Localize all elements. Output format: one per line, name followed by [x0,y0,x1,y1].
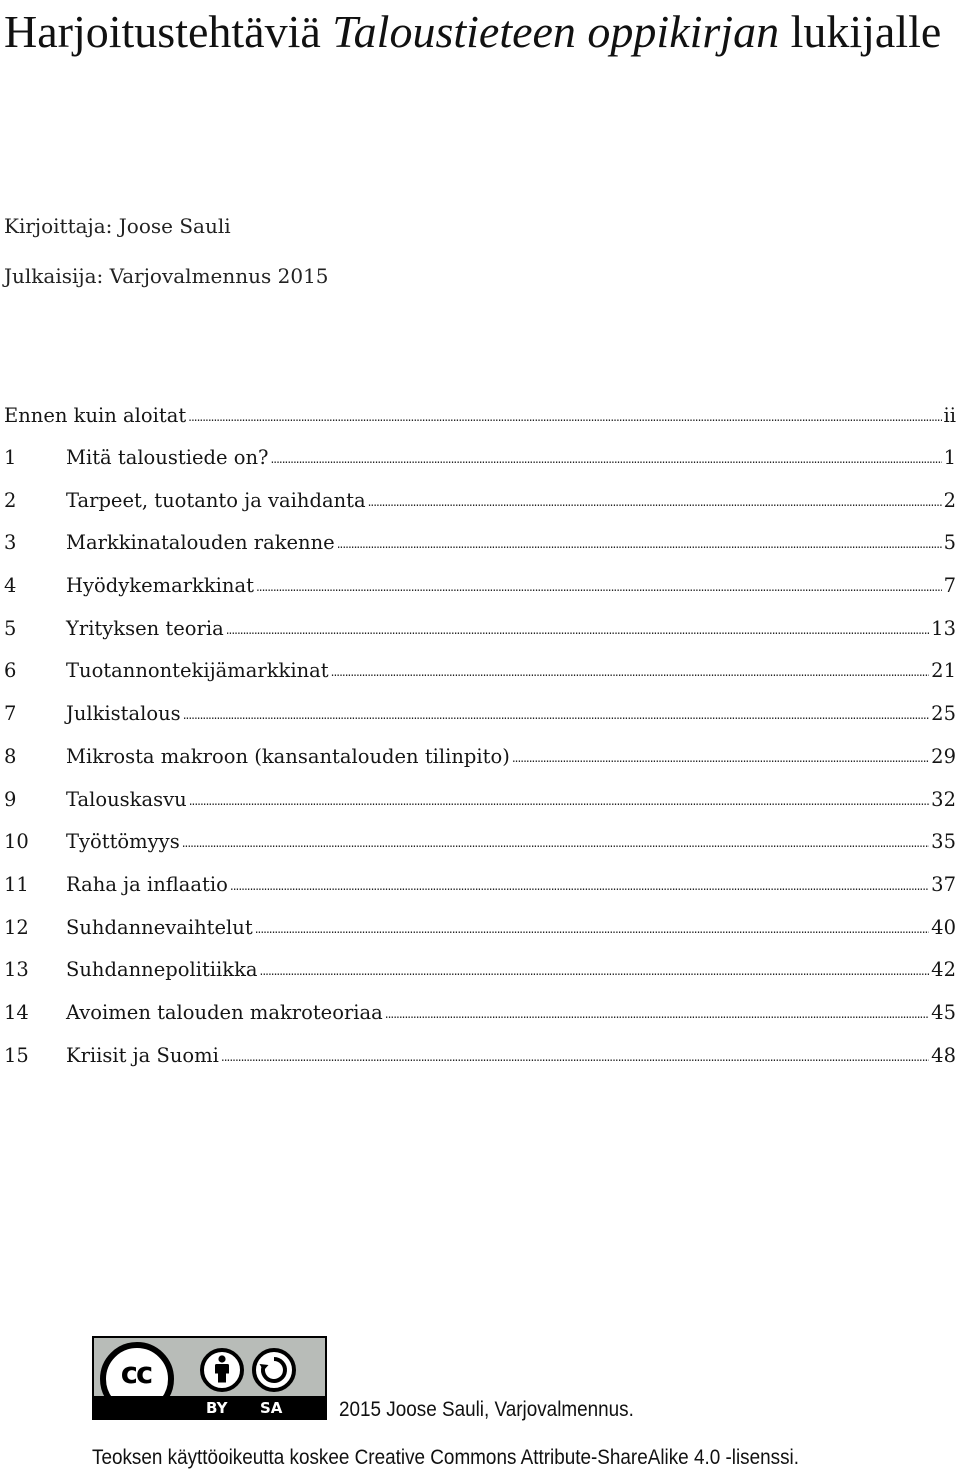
license-statement: Teoksen käyttöoikeutta koskee Creative Commons Attribute-ShareAlike 4.0 -lisenssi. [92,1446,799,1469]
toc-entry-title: Julkistalous [66,702,181,726]
toc-entry-number: 14 [4,1000,29,1024]
table-of-contents [4,404,956,1086]
toc-entry-page: 2 [943,488,956,512]
toc-entry-number: 2 [4,488,17,512]
cc-icon-text: cc [120,1356,152,1390]
sa-share-alike-icon [252,1348,296,1392]
toc-dot-leader [337,537,942,551]
by-person-icon [200,1348,244,1392]
toc-dot-leader [182,836,929,850]
toc-entry-number: 4 [4,574,17,598]
toc-dot-leader [256,580,942,594]
toc-entry-page: 42 [931,958,956,982]
toc-entry-page: 25 [931,702,956,726]
toc-dot-leader [331,665,930,679]
toc-entry-title: Yrityksen teoria [66,616,224,640]
toc-entry-number: 11 [4,872,29,896]
author-line: Kirjoittaja: Joose Sauli [4,214,231,238]
toc-entry-page: 40 [931,915,956,939]
toc-dot-leader [183,708,929,722]
toc-entry-number: 8 [4,744,17,768]
toc-entry-page: ii [943,404,956,427]
toc-entry-number: 10 [4,830,29,854]
toc-entry-title: Ennen kuin aloitat [4,404,187,427]
toc-dot-leader [189,794,929,808]
toc-entry[interactable] [4,916,956,959]
toc-dot-leader [260,964,930,978]
toc-entry-page: 13 [931,616,956,640]
toc-dot-leader [226,623,929,637]
toc-entry-number: 1 [4,446,17,469]
toc-entry[interactable] [4,788,956,831]
title-part-1: Harjoitustehtäviä [4,6,333,57]
toc-dot-leader [368,495,942,509]
toc-entry-page: 21 [931,659,956,683]
toc-entry[interactable] [4,531,956,574]
toc-entry-title: Raha ja inflaatio [66,872,228,896]
toc-entry-title: Avoimen talouden makroteoriaa [66,1000,383,1024]
toc-dot-leader [221,1050,929,1064]
toc-entry-number: 7 [4,702,17,726]
toc-entry[interactable] [4,1044,956,1087]
copyright-notice: 2015 Joose Sauli, Varjovalmennus. [339,1398,634,1421]
toc-entry-page: 1 [943,446,956,469]
toc-dot-leader [188,410,941,424]
toc-entry-number: 3 [4,531,17,555]
title-part-2: lukijalle [779,6,942,57]
toc-entry-title: Hyödykemarkkinat [66,574,254,598]
toc-entry[interactable] [4,702,956,745]
toc-entry[interactable] [4,659,956,702]
toc-entry[interactable] [4,873,956,916]
toc-entry-page: 37 [931,872,956,896]
toc-entry-title: Talouskasvu [66,787,187,811]
toc-entry[interactable] [4,745,956,788]
toc-entry-title: Mikrosta makroon (kansantalouden tilinpito) [66,744,510,768]
toc-entry-title: Työttömyys [66,830,180,854]
title-italic-part: Taloustieteen oppikirjan [332,6,780,57]
toc-dot-leader [270,452,941,466]
toc-entry-page: 35 [931,830,956,854]
toc-entry-title: Tarpeet, tuotanto ja vaihdanta [66,488,366,512]
toc-entry-number: 12 [4,915,29,939]
toc-entry[interactable] [4,617,956,660]
document-title [4,0,941,64]
toc-entry-title: Suhdannepolitiikka [66,958,258,982]
toc-dot-leader [230,879,929,893]
toc-entry[interactable] [4,958,956,1001]
toc-entry-page: 7 [943,574,956,598]
toc-entry-title: Kriisit ja Suomi [66,1043,219,1067]
toc-entry[interactable] [4,489,956,532]
toc-entry-number: 13 [4,958,29,982]
toc-entry-title: Mitä taloustiede on? [66,446,269,469]
toc-entry-title: Tuotannontekijämarkkinat [66,659,329,683]
toc-entry-page: 5 [943,531,956,555]
toc-dot-leader [255,922,929,936]
toc-entry-page: 32 [931,787,956,811]
toc-entry-intro[interactable] [4,404,956,446]
toc-entry-title: Markkinatalouden rakenne [66,531,335,555]
toc-dot-leader [512,751,929,765]
cc-by-sa-license-badge[interactable] [92,1336,327,1420]
toc-entry-number: 6 [4,659,17,683]
toc-entry[interactable] [4,1001,956,1044]
toc-entry-page: 29 [931,744,956,768]
toc-entry-number: 5 [4,616,17,640]
by-label: BY [206,1399,228,1417]
toc-entry[interactable] [4,830,956,873]
toc-entry-page: 48 [931,1043,956,1067]
toc-entry-number: 9 [4,787,17,811]
toc-entry-number: 15 [4,1043,29,1067]
toc-entry-page: 45 [931,1000,956,1024]
toc-entry[interactable] [4,446,956,489]
publisher-line: Julkaisija: Varjovalmennus 2015 [4,264,329,288]
sa-label: SA [260,1399,283,1417]
toc-entry[interactable] [4,574,956,617]
toc-entry-title: Suhdannevaihtelut [66,915,253,939]
toc-dot-leader [385,1007,929,1021]
